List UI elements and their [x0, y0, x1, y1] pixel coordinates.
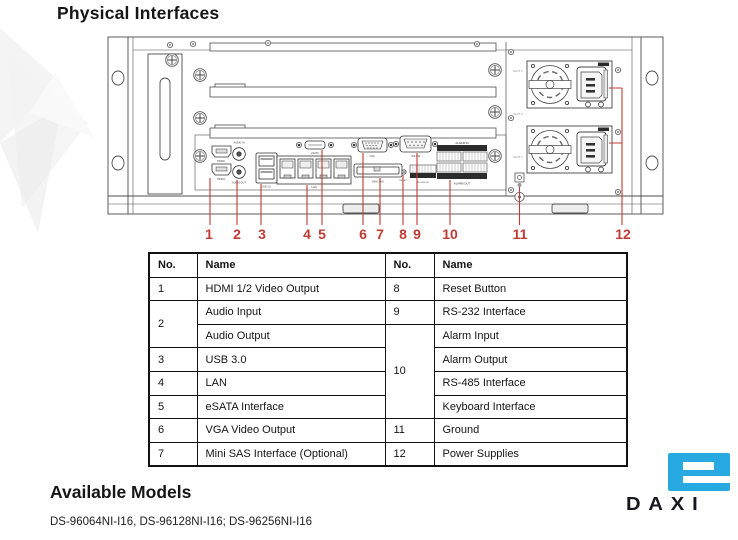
- table-cell: 5: [149, 395, 197, 419]
- callout-7: 7: [376, 226, 384, 242]
- table-cell: HDMI 1/2 Video Output: [197, 277, 385, 301]
- audio-out-label: AUDIO OUT: [232, 181, 246, 185]
- hdmi1-label: HDMI1: [217, 178, 225, 181]
- table-cell: Power Supplies: [434, 442, 627, 466]
- table-row: [149, 419, 627, 443]
- chassis-foot: [552, 204, 588, 213]
- table-cell: 12: [385, 442, 434, 466]
- table-header-cell: Name: [197, 253, 385, 277]
- lan-ports: [277, 156, 351, 189]
- table-cell: Mini SAS Interface (Optional): [197, 442, 385, 466]
- brand-name: DAXI: [626, 494, 706, 514]
- table-header-cell: No.: [385, 253, 434, 277]
- table-cell: 8: [385, 277, 434, 301]
- callout-numbers: [205, 226, 631, 242]
- chassis-foot: [343, 204, 379, 213]
- callout-6: 6: [359, 226, 367, 242]
- table-row: [149, 301, 627, 325]
- rear-panel-diagram: [100, 32, 670, 247]
- psu-power-inlet: [577, 67, 608, 101]
- table-cell: eSATA Interface: [197, 395, 385, 419]
- table-cell: 2: [149, 301, 197, 348]
- table-cell: LAN: [197, 371, 385, 395]
- table-cell: Keyboard Interface: [434, 395, 627, 419]
- callout-1: 1: [205, 226, 213, 242]
- usb-ports: [256, 153, 277, 189]
- callout-11: 11: [512, 226, 528, 242]
- table-cell: VGA Video Output: [197, 419, 385, 443]
- table-cell: 3: [149, 348, 197, 372]
- table-cell: Audio Input: [197, 301, 385, 325]
- callout-2: 2: [233, 226, 241, 242]
- callout-5: 5: [318, 226, 326, 242]
- callout-9: 9: [413, 226, 421, 242]
- table-cell: Audio Output: [197, 324, 385, 348]
- power-supply-2: [527, 126, 612, 173]
- table-cell: Reset Button: [434, 277, 627, 301]
- audio-in-label: AUDIO IN: [233, 141, 245, 145]
- interface-table: [148, 252, 628, 467]
- corner-watermark: [0, 18, 110, 288]
- slot-label: SLOT 3: [513, 69, 523, 73]
- table-cell: 7: [149, 442, 197, 466]
- table-cell: 1: [149, 277, 197, 301]
- table-row: [149, 442, 627, 466]
- table-cell: USB 3.0: [197, 348, 385, 372]
- callout-8: 8: [399, 226, 407, 242]
- page-title: Physical Interfaces: [57, 3, 220, 23]
- slot-label: SLOT 2: [513, 112, 523, 116]
- available-models-title: Available Models: [50, 482, 192, 502]
- table-cell: 11: [385, 419, 434, 443]
- model-numbers: DS-96064NI-I16, DS-96128NI-I16; DS-96256NI-I16: [50, 516, 313, 528]
- table-cell: 4: [149, 371, 197, 395]
- mini-sas-label: MINI SAS: [372, 180, 384, 184]
- table-row: [149, 324, 627, 348]
- table-header-cell: Name: [434, 253, 627, 277]
- table-cell: 10: [385, 324, 434, 418]
- alarm-in-label: ALARM IN: [455, 141, 469, 145]
- lan-label: LAN: [311, 185, 317, 189]
- table-header-row: [149, 253, 627, 277]
- table-cell: RS-232 Interface: [434, 301, 627, 325]
- callout-10: 10: [442, 226, 458, 242]
- vga-label: VGA: [369, 155, 375, 158]
- table-cell: Alarm Input: [434, 324, 627, 348]
- slot-label: SLOT 1: [513, 155, 523, 159]
- reset-label: RESET: [399, 180, 407, 182]
- table-cell: 6: [149, 419, 197, 443]
- table-header-cell: No.: [149, 253, 197, 277]
- callout-3: 3: [258, 226, 266, 242]
- table-cell: 9: [385, 301, 434, 325]
- blank-plate: [148, 54, 182, 194]
- rs485-label: RS-485 KB: [417, 182, 429, 184]
- table-cell: RS-485 Interface: [434, 371, 627, 395]
- rs232-label: RS-232: [411, 155, 421, 158]
- psu-power-inlet: [577, 132, 608, 166]
- alarm-out-label: ALARM OUT: [453, 181, 471, 186]
- hdmi2-label: HDMI2: [217, 160, 225, 163]
- usb-label: USB 3.0: [261, 185, 271, 189]
- callout-12: 12: [615, 226, 631, 242]
- table-row: [149, 277, 627, 301]
- table-cell: Alarm Output: [434, 348, 627, 372]
- e-logo-icon: [668, 453, 730, 491]
- esata-label: eSATA: [311, 152, 319, 155]
- power-supply-1: [527, 61, 612, 108]
- callout-4: 4: [303, 226, 311, 242]
- brand-logo: [626, 450, 738, 520]
- table-cell: Ground: [434, 419, 627, 443]
